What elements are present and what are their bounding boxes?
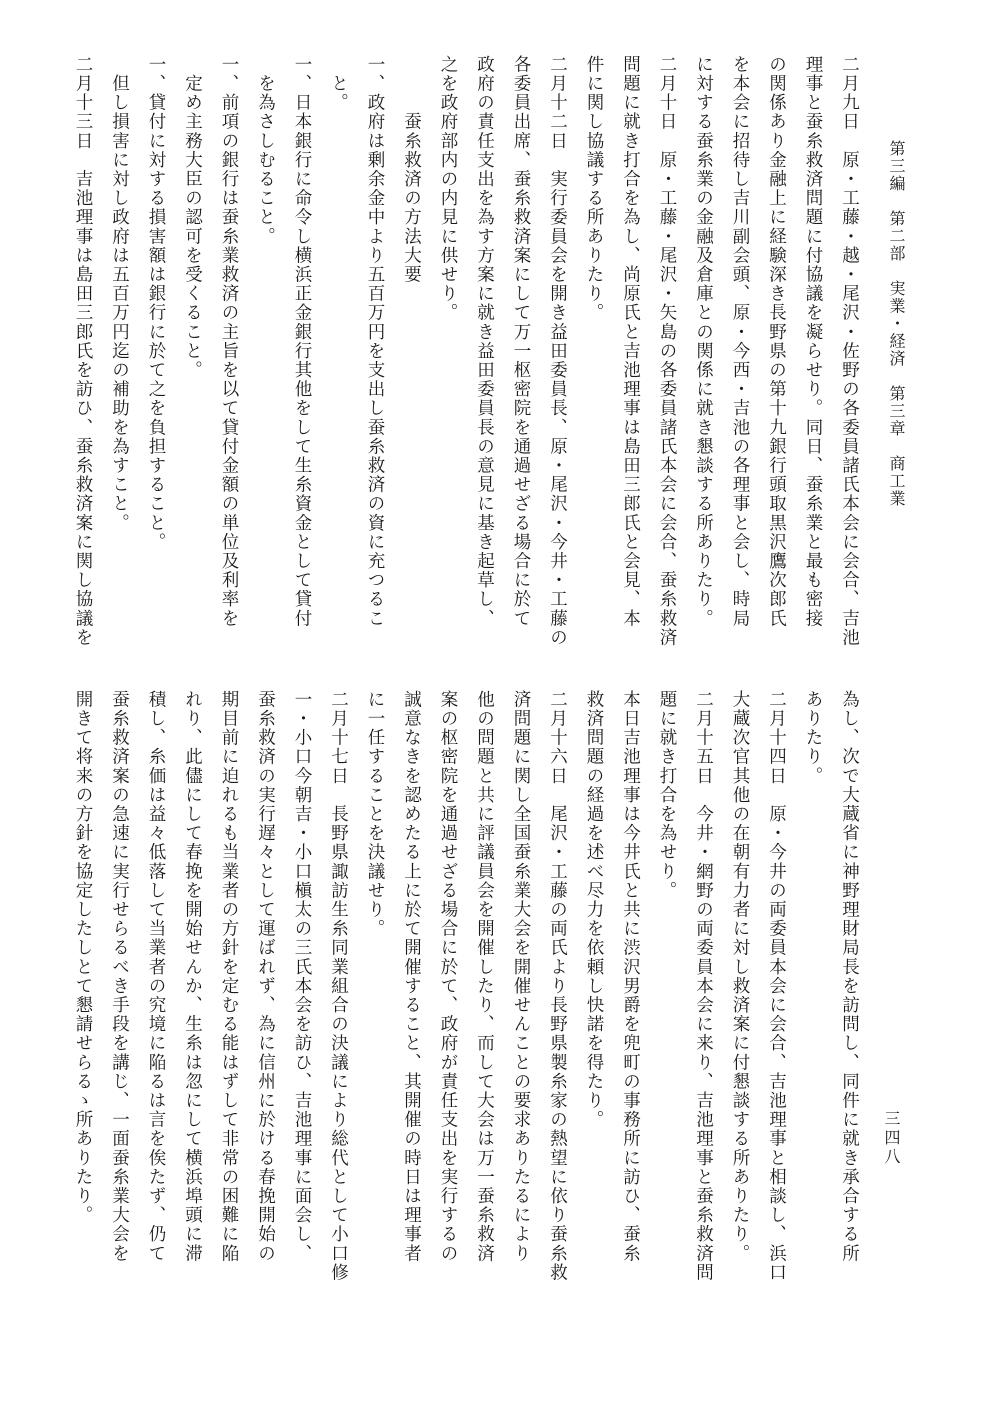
text-column: 二月十日 原・工藤・尾沢・矢島の各委員諸氏本会に会合、蚕糸救済 <box>657 55 677 648</box>
text-column: ありたり。 <box>803 690 823 786</box>
text-column: 定め主務大臣の認可を受くること。 <box>182 55 203 380</box>
running-header: 第三編 第二部 実業・経済 第三章 商工業 <box>887 140 906 508</box>
text-column: 救済問題の経過を述べ尽力を依頼し快諾を得たり。 <box>584 690 604 1130</box>
text-column: 開きて将来の方針を協定したしとて懇請せらるゝ所ありたり。 <box>73 690 93 1225</box>
text-column: 二月九日 原・工藤・越・尾沢・佐野の各委員諸氏本会に会合、吉池 <box>839 55 860 648</box>
text-column: 二月十二日 実行委員会を開き益田委員長、原・尾沢・今井・工藤の <box>547 55 568 648</box>
text-column: 蚕糸救済の実行遅々として運ばれず、為に信州に於ける春挽開始の <box>255 690 276 1263</box>
text-column: 二月十七日 長野県諏訪生糸同業組合の決議により総代として小口修 <box>328 690 349 1283</box>
text-column: 案の枢密院を通過せざる場合に於て、政府が責任支出を実行するの <box>438 690 458 1263</box>
text-column: を為さしむること。 <box>255 55 276 246</box>
text-column: と。 <box>328 55 349 113</box>
text-column: に一任することを決議せり。 <box>365 690 385 939</box>
text-column: 期目前に迫れるも当業者の方針を定むる能はずして非常の困難に陥 <box>219 690 239 1263</box>
text-column: 本日吉池理事は今井氏と共に渋沢男爵を兜町の事務所に訪ひ、蚕糸 <box>620 690 641 1263</box>
text-column: 件に関し協議する所ありたり。 <box>584 55 604 323</box>
text-column: 一、貸付に対する損害額は銀行に於て之を負担すること。 <box>146 55 166 552</box>
text-column: 一、日本銀行に命令し横浜正金銀行其他をして生糸資金として貸付 <box>292 55 312 628</box>
text-column: 一、前項の銀行は蚕糸業救済の主旨を以て貸付金額の単位及利率を <box>219 55 239 628</box>
text-column: 二月十六日 尾沢・工藤の両氏より長野県製糸家の熱望に依り蚕糸救 <box>547 690 568 1283</box>
text-column: 蚕糸救済案の急速に実行せらるべき手段を講じ、一面蚕糸業大会を <box>109 690 130 1263</box>
text-column: の関係あり金融上に経験深き長野県の第十九銀行頭取黒沢鷹次郎氏 <box>766 55 787 628</box>
text-column: 誠意なきを認めたる上に於て開催すること、其開催の時日は理事者 <box>401 690 422 1263</box>
text-column: 他の問題と共に評議員会を開催したり、而して大会は万一蚕糸救済 <box>474 690 495 1263</box>
page-number: 三四八 <box>882 1110 901 1167</box>
text-column: 一、政府は剰余金中より五百万円を支出し蚕糸救済の資に充つるこ <box>365 55 385 628</box>
text-column: に対する蚕糸業の金融及倉庫との関係に就き懇談する所ありたり。 <box>693 55 714 628</box>
text-column: 為し、次で大蔵省に神野理財局長を訪問し、同件に就き承合する所 <box>839 690 860 1263</box>
text-column: 題に就き打合を為せり。 <box>657 690 677 901</box>
text-column: 理事と蚕糸救済問題に付協議を凝らせり。同日、蚕糸業と最も密接 <box>803 55 823 628</box>
text-column: 一・小口今朝吉・小口槇太の三氏本会を訪ひ、吉池理事に面会し、 <box>292 690 312 1263</box>
text-column: 二月十三日 吉池理事は島田三郎氏を訪ひ、蚕糸救済案に関し協議を <box>73 55 93 648</box>
text-column: を本会に招待し吉川副会頭、原・今西・吉池の各理事と会し、時局 <box>730 55 750 628</box>
text-column: 政府の責任支出を為す方案に就き益田委員長の意見に基き起草し、 <box>474 55 495 628</box>
text-column: 二月十四日 原・今井の両委員本会に会合、吉池理事と相談し、浜口 <box>766 690 787 1283</box>
text-column: 各委員出席、蚕糸救済案にして万一枢密院を通過せざる場合に於て <box>511 55 531 628</box>
text-column: 蚕糸救済の方法大要 <box>401 55 422 285</box>
text-column: 二月十五日 今井・網野の両委員本会に来り、吉池理事と蚕糸救済問 <box>693 690 714 1283</box>
text-column: 之を政府部内の内見に供せり。 <box>438 55 458 323</box>
text-column: 大蔵次官其他の在朝有力者に対し救済案に付懇談する所ありたり。 <box>730 690 750 1263</box>
text-column: 済問題に関し全国蚕糸業大会を開催せんことの要求ありたるにより <box>511 690 531 1263</box>
text-column: 積し、糸価は益々低落して当業者の究境に陥るは言を俟たず、仍て <box>146 690 166 1263</box>
text-column: 但し損害に対し政府は五百万円迄の補助を為すこと。 <box>109 55 130 533</box>
text-column: れり、此儘にして春挽を開始せんか、生糸は忽にして横浜埠頭に滞 <box>182 690 203 1263</box>
text-column: 問題に就き打合を為し、尚原氏と吉池理事は島田三郎氏と会見、本 <box>620 55 641 628</box>
